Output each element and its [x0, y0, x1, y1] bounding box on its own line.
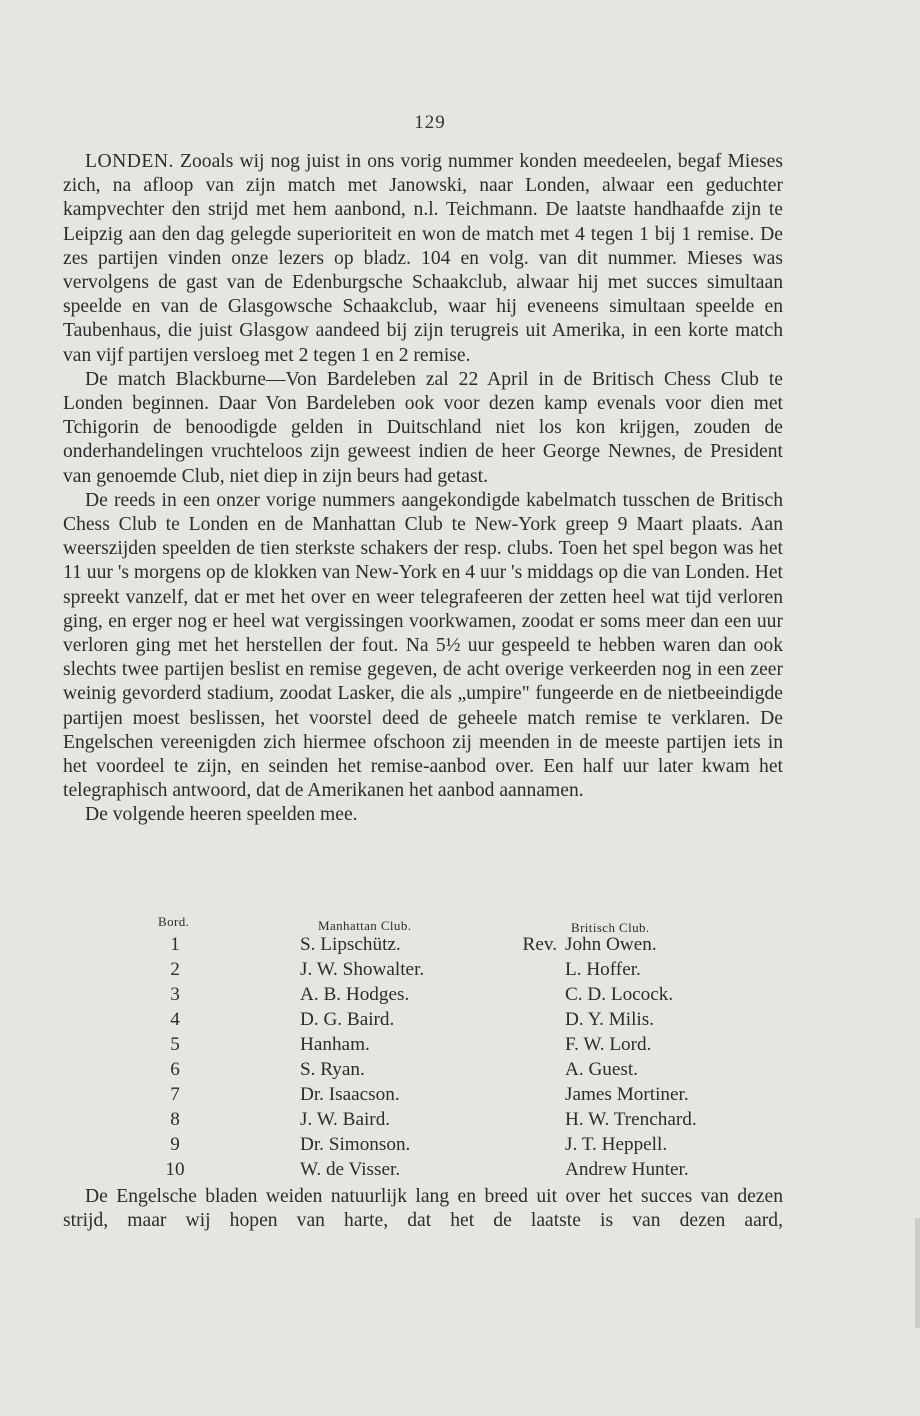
manhattan-player: Dr. Simonson. — [300, 1134, 411, 1155]
table-row — [63, 1084, 783, 1108]
board-number: 10 — [165, 1159, 185, 1180]
player-title: Rev. — [522, 934, 557, 955]
britisch-player: Andrew Hunter. — [565, 1159, 689, 1180]
closing-paragraph: De Engelsche bladen weiden natuurlijk lang en breed uit over het succes van dezen strijd, maar wij hopen van harte, dat het de laatste is van dezen aard, — [63, 1186, 783, 1232]
manhattan-player: W. de Visser. — [300, 1159, 401, 1180]
table-row — [63, 1009, 783, 1033]
paragraph-players-intro — [63, 803, 783, 827]
paragraph-cable-match — [63, 489, 783, 804]
table-row — [63, 934, 783, 958]
board-number: 4 — [170, 1009, 180, 1030]
table-row — [63, 1034, 783, 1058]
britisch-player: L. Hoffer. — [565, 959, 641, 980]
board-number: 3 — [170, 984, 180, 1005]
manhattan-player: A. B. Hodges. — [300, 984, 410, 1005]
board-number: 7 — [170, 1084, 180, 1105]
britisch-player: D. Y. Milis. — [565, 1009, 655, 1030]
table-row — [63, 984, 783, 1008]
britisch-player: James Mortiner. — [565, 1084, 689, 1105]
page-number: 129 — [414, 112, 446, 133]
britisch-player: F. W. Lord. — [565, 1034, 652, 1055]
manhattan-player: S. Ryan. — [300, 1059, 365, 1080]
manhattan-player: D. G. Baird. — [300, 1009, 395, 1030]
header-bord: Bord. — [158, 914, 190, 929]
paragraph-text: Zooals wij nog juist in ons vorig nummer konden meedeelen, begaf Mieses zich, na afloop van zijn match met Janowski, naar Londen, alwaar een geduchter kampvechter den strijd met hem aanbond, n.l. Teichmann. De laatste handhaafde zijn te Leipzig aan den dag gelegde superioriteit en won de match met 4 tegen 1 bij 1 remise. De zes partijen vinden onze lezers op bladz. 104 en volg. van dit nummer. Mieses was vervolgens de gast van de Edenburgsche Schaakclub, alwaar hij met succes simultaan speelde en van de Glasgowsche Schaakclub, waar hij eveneens simultaan speelde en Taubenhaus, die juist Glasgow aandeed bij zijn terugreis uit Amerika, in een korte match van vijf partijen versloeg met 2 tegen 1 en 2 remise. — [63, 151, 783, 366]
britisch-player: J. T. Heppell. — [565, 1134, 668, 1155]
header-britisch-club: Britisch Club. — [571, 920, 650, 935]
page-edge-mark — [915, 1218, 920, 1328]
britisch-player: C. D. Locock. — [565, 984, 674, 1005]
britisch-player: John Owen. — [565, 934, 657, 955]
header-manhattan-club: Manhattan Club. — [318, 918, 412, 933]
paragraph-londen — [63, 150, 783, 368]
article-body — [63, 150, 783, 828]
board-number: 5 — [170, 1034, 180, 1055]
paragraph-text: De volgende heeren speelden mee. — [85, 804, 358, 826]
board-number: 6 — [170, 1059, 180, 1080]
manhattan-player: Hanham. — [300, 1034, 370, 1055]
manhattan-player: J. W. Showalter. — [300, 959, 425, 980]
paragraph-blackburne-match — [63, 368, 783, 489]
manhattan-player: S. Lipschütz. — [300, 934, 401, 955]
paragraph-text: De match Blackburne—Von Bardeleben zal 22 April in de Britisch Chess Club te Londen beginnen. Daar Von Bardeleben ook voor dezen kamp evenals voor dien met Tchigorin de benoodigde gelden in Duitschland niet los kon krijgen, zouden de onderhandelingen vruchteloos zijn geweest indien de heer George Newnes, de President van genoemde Club, niet diep in zijn beurs had getast. — [63, 368, 783, 487]
table-row — [63, 1159, 783, 1183]
board-number: 2 — [170, 959, 180, 980]
paragraph-text: De reeds in een onzer vorige nummers aangekondigde kabelmatch tusschen de Britisch Chess Club te Londen en de Manhattan Club te New-York greep 9 Maart plaats. Aan weerszijden speelden de tien sterkste schakers der resp. clubs. Toen het spel begon was het 11 uur 's morgens op de klokken van New-York en 4 uur 's middags op die van Londen. Het spreekt vanzelf, dat er met het over en weer telegrafeeren der zetten heel wat tijd verloren ging, en erger nog er heel wat vergissingen voorkwamen, zoodat er soms meer dan een uur verloren ging met het herstellen der fout. Na 5½ uur gespeeld te hebben waren dan ook slechts twee partijen beslist en remise gegeven, de acht overige verkeerden nog in een zeer weinig gevorderd stadium, zoodat Lasker, die als „umpire" fungeerde en de nietbeeindigde partijen moest beslissen, het voorstel deed de geheele match remise te verklaren. De Engelschen vereenigden zich hiermee ofschoon zij meenden in de meeste partijen iets in het voordeel te zijn, en seinden het remise-aanbod over. Een half uur later kwam het telegraphisch antwoord, dat de Amerikanen het aanbod aannamen. — [63, 489, 783, 802]
board-number: 1 — [170, 934, 180, 955]
table-row — [63, 1059, 783, 1083]
manhattan-player: J. W. Baird. — [300, 1109, 391, 1130]
manhattan-player: Dr. Isaacson. — [300, 1084, 400, 1105]
board-number: 8 — [170, 1109, 180, 1130]
table-row — [63, 959, 783, 983]
closing-paragraph-block — [63, 1185, 783, 1233]
table-row — [63, 1109, 783, 1133]
britisch-player: A. Guest. — [565, 1059, 639, 1080]
board-number: 9 — [170, 1134, 180, 1155]
table-row — [63, 1134, 783, 1158]
paragraph-lead-word: LONDEN. — [85, 151, 174, 172]
britisch-player: H. W. Trenchard. — [565, 1109, 697, 1130]
